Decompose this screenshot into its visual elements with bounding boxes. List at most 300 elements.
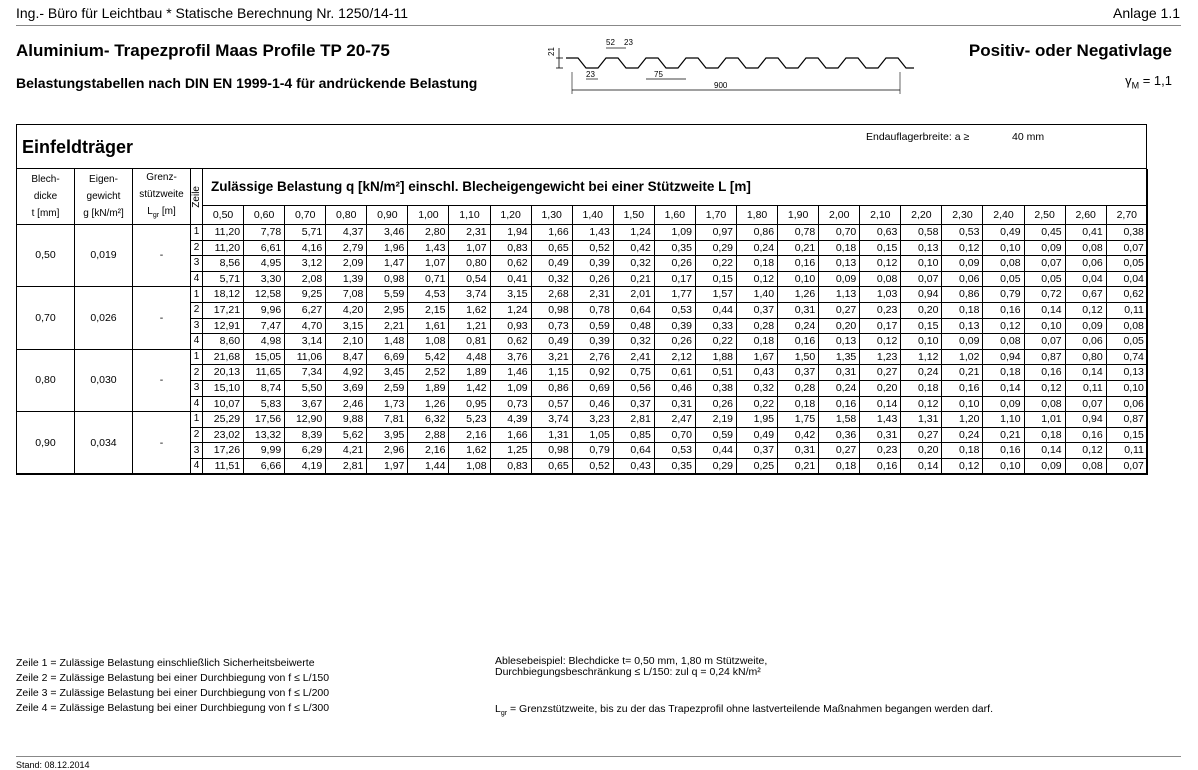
page-subtitle: Belastungstabellen nach DIN EN 1999-1-4 für andrückende Belastung bbox=[16, 75, 478, 91]
load-cell: 2,52 bbox=[408, 365, 449, 381]
load-cell: 4,37 bbox=[326, 225, 367, 241]
row-index-cell: 3 bbox=[191, 318, 203, 334]
load-cell: 0,08 bbox=[1106, 318, 1147, 334]
load-cell: 9,88 bbox=[326, 412, 367, 428]
load-cell: 8,39 bbox=[285, 427, 326, 443]
row-index-cell: 2 bbox=[191, 427, 203, 443]
load-cell: 0,45 bbox=[1024, 225, 1065, 241]
load-cell: 0,23 bbox=[860, 443, 901, 459]
load-cell: 0,49 bbox=[531, 256, 572, 272]
load-cell: 0,78 bbox=[778, 225, 819, 241]
load-cell: 0,08 bbox=[1065, 458, 1106, 474]
end-support-label: Endauflagerbreite: a ≥ bbox=[866, 131, 970, 143]
load-cell: 0,52 bbox=[572, 240, 613, 256]
load-cell: 1,73 bbox=[367, 396, 408, 412]
load-cell: 1,08 bbox=[408, 334, 449, 350]
load-cell: 0,98 bbox=[367, 271, 408, 287]
load-cell: 2,88 bbox=[408, 427, 449, 443]
load-cell: 9,25 bbox=[285, 287, 326, 303]
safety-factor bbox=[1125, 73, 1172, 91]
load-cell: 11,20 bbox=[203, 240, 244, 256]
load-cell: 1,23 bbox=[860, 349, 901, 365]
thickness-cell: 0,70 bbox=[17, 287, 75, 349]
load-cell: 0,73 bbox=[531, 318, 572, 334]
load-cell: 0,09 bbox=[983, 396, 1024, 412]
row-index-cell: 1 bbox=[191, 349, 203, 365]
load-cell: 0,69 bbox=[572, 380, 613, 396]
load-cell: 0,48 bbox=[613, 318, 654, 334]
row-index-label: Zeile bbox=[190, 185, 202, 208]
span-header: 1,60 bbox=[654, 205, 695, 224]
load-cell: 0,70 bbox=[819, 225, 860, 241]
load-cell: 1,57 bbox=[695, 287, 736, 303]
load-cell: 0,57 bbox=[531, 396, 572, 412]
load-cell: 0,29 bbox=[695, 240, 736, 256]
load-cell: 0,16 bbox=[778, 334, 819, 350]
load-cell: 4,53 bbox=[408, 287, 449, 303]
load-cell: 0,18 bbox=[901, 380, 942, 396]
load-cell: 1,75 bbox=[778, 412, 819, 428]
load-cell: 0,18 bbox=[1024, 427, 1065, 443]
load-cell: 5,23 bbox=[449, 412, 490, 428]
load-cell: 0,73 bbox=[490, 396, 531, 412]
load-cell: 0,05 bbox=[1106, 256, 1147, 272]
revision-date: Stand: 08.12.2014 bbox=[16, 760, 90, 770]
load-cell: 0,78 bbox=[572, 302, 613, 318]
lgr-text: = Grenzstützweite, bis zu der das Trapezprofil ohne lastverteilende Maßnahmen begangen werden darf. bbox=[507, 703, 993, 715]
load-cell: 0,14 bbox=[1065, 365, 1106, 381]
load-cell: 2,21 bbox=[367, 318, 408, 334]
load-cell: 0,06 bbox=[1065, 256, 1106, 272]
col-header-limit-span-line-2: stützweite bbox=[139, 189, 184, 200]
load-cell: 2,96 bbox=[367, 443, 408, 459]
row-index-cell: 3 bbox=[191, 256, 203, 272]
load-cell: 1,61 bbox=[408, 318, 449, 334]
load-cell: 0,70 bbox=[654, 427, 695, 443]
load-cell: 0,72 bbox=[1024, 287, 1065, 303]
load-cell: 0,49 bbox=[531, 334, 572, 350]
span-header: 1,70 bbox=[695, 205, 736, 224]
load-cell: 1,62 bbox=[449, 302, 490, 318]
load-cell: 0,20 bbox=[901, 302, 942, 318]
load-cell: 18,12 bbox=[203, 287, 244, 303]
load-cell: 0,10 bbox=[983, 240, 1024, 256]
load-cell: 0,49 bbox=[737, 427, 778, 443]
load-cell: 0,65 bbox=[531, 458, 572, 474]
load-cell: 17,56 bbox=[244, 412, 285, 428]
load-cell: 6,61 bbox=[244, 240, 285, 256]
load-cell: 0,62 bbox=[490, 334, 531, 350]
weight-cell: 0,034 bbox=[75, 412, 133, 474]
load-cell: 21,68 bbox=[203, 349, 244, 365]
load-cell: 2,01 bbox=[613, 287, 654, 303]
dim-pitch: 75 bbox=[654, 70, 663, 79]
load-cell: 5,59 bbox=[367, 287, 408, 303]
reading-example-line-2: Durchbiegungsbeschränkung ≤ L/150: zul q = 0,24 kN/m² bbox=[495, 666, 761, 678]
load-cell: 0,20 bbox=[901, 443, 942, 459]
load-cell: 0,12 bbox=[942, 240, 983, 256]
load-cell: 0,95 bbox=[449, 396, 490, 412]
load-cell: 1,67 bbox=[737, 349, 778, 365]
profile-cross-section-drawing bbox=[547, 36, 926, 98]
span-header: 2,30 bbox=[942, 205, 983, 224]
lgr-sub: gr bbox=[500, 710, 508, 718]
load-cell: 25,29 bbox=[203, 412, 244, 428]
load-cell: 1,48 bbox=[367, 334, 408, 350]
load-cell: 7,78 bbox=[244, 225, 285, 241]
load-cell: 0,24 bbox=[737, 240, 778, 256]
load-cell: 0,11 bbox=[1106, 443, 1147, 459]
span-header: 2,20 bbox=[901, 205, 942, 224]
load-cell: 0,62 bbox=[490, 256, 531, 272]
load-cell: 0,53 bbox=[654, 302, 695, 318]
load-cell: 0,87 bbox=[1024, 349, 1065, 365]
load-cell: 4,20 bbox=[326, 302, 367, 318]
load-cell: 0,35 bbox=[654, 240, 695, 256]
load-cell: 0,07 bbox=[1024, 256, 1065, 272]
load-cell: 0,42 bbox=[613, 240, 654, 256]
load-cell: 0,61 bbox=[654, 365, 695, 381]
lgr-symbol: L bbox=[147, 206, 153, 217]
span-header: 0,70 bbox=[285, 205, 326, 224]
load-cell: 0,05 bbox=[983, 271, 1024, 287]
load-cell: 12,91 bbox=[203, 318, 244, 334]
load-cell: 0,10 bbox=[778, 271, 819, 287]
load-cell: 0,74 bbox=[1106, 349, 1147, 365]
span-header: 2,50 bbox=[1024, 205, 1065, 224]
load-cell: 0,05 bbox=[1024, 271, 1065, 287]
load-cell: 0,32 bbox=[531, 271, 572, 287]
load-cell: 0,04 bbox=[1106, 271, 1147, 287]
load-cell: 0,58 bbox=[901, 225, 942, 241]
load-header-text: Zulässige Belastung q [kN/m²] einschl. Blecheigengewicht bei einer Stützweite L [m] bbox=[211, 179, 751, 195]
gamma-value: = 1,1 bbox=[1139, 73, 1172, 88]
load-cell: 1,66 bbox=[490, 427, 531, 443]
load-cell: 0,13 bbox=[901, 240, 942, 256]
load-cell: 0,26 bbox=[654, 256, 695, 272]
reading-example bbox=[495, 656, 767, 678]
load-cell: 0,23 bbox=[860, 302, 901, 318]
load-cell: 0,09 bbox=[1024, 240, 1065, 256]
load-cell: 1,77 bbox=[654, 287, 695, 303]
load-cell: 6,66 bbox=[244, 458, 285, 474]
load-cell: 1,66 bbox=[531, 225, 572, 241]
lgr-symbol: L bbox=[495, 703, 501, 715]
load-cell: 1,21 bbox=[449, 318, 490, 334]
load-cell: 1,31 bbox=[901, 412, 942, 428]
load-cell: 0,18 bbox=[737, 256, 778, 272]
load-cell: 2,76 bbox=[572, 349, 613, 365]
load-cell: 0,07 bbox=[1024, 334, 1065, 350]
load-cell: 5,71 bbox=[285, 225, 326, 241]
col-header-thickness-line-1: Blech- bbox=[31, 174, 60, 185]
load-cell: 1,07 bbox=[449, 240, 490, 256]
row-index-cell: 3 bbox=[191, 443, 203, 459]
row-legend-1: Zeile 1 = Zulässige Belastung einschließlich Sicherheitsbeiwerte bbox=[16, 657, 315, 669]
span-header: 1,30 bbox=[531, 205, 572, 224]
load-cell: 0,62 bbox=[1106, 287, 1147, 303]
load-cell: 0,31 bbox=[778, 443, 819, 459]
load-cell: 0,22 bbox=[695, 256, 736, 272]
load-cell: 4,48 bbox=[449, 349, 490, 365]
load-cell: 0,12 bbox=[1065, 443, 1106, 459]
load-cell: 0,53 bbox=[942, 225, 983, 241]
load-cell: 0,18 bbox=[778, 396, 819, 412]
limit-span-cell: - bbox=[133, 412, 191, 474]
weight-cell: 0,019 bbox=[75, 225, 133, 287]
load-cell: 0,21 bbox=[778, 240, 819, 256]
load-cell: 0,28 bbox=[778, 380, 819, 396]
load-cell: 11,06 bbox=[285, 349, 326, 365]
row-index-cell: 1 bbox=[191, 287, 203, 303]
row-legend bbox=[16, 656, 329, 716]
load-cell: 0,11 bbox=[1065, 380, 1106, 396]
load-cell: 5,42 bbox=[408, 349, 449, 365]
load-cell: 0,08 bbox=[1065, 240, 1106, 256]
load-cell: 0,14 bbox=[1024, 443, 1065, 459]
row-index-cell: 1 bbox=[191, 225, 203, 241]
load-cell: 0,05 bbox=[1106, 334, 1147, 350]
load-cell: 0,65 bbox=[531, 240, 572, 256]
span-header: 1,80 bbox=[737, 205, 778, 224]
lgr-sub: gr bbox=[152, 212, 160, 219]
table-row bbox=[17, 349, 1148, 365]
load-cell: 0,10 bbox=[942, 396, 983, 412]
lgr-definition bbox=[495, 703, 993, 717]
col-header-weight bbox=[75, 169, 133, 225]
load-cell: 0,75 bbox=[613, 365, 654, 381]
lgr-unit: [m] bbox=[159, 206, 176, 217]
load-cell: 0,98 bbox=[531, 443, 572, 459]
load-cell: 1,09 bbox=[654, 225, 695, 241]
load-cell: 0,94 bbox=[901, 287, 942, 303]
dim-top-width: 52 bbox=[606, 38, 615, 47]
thickness-cell: 0,90 bbox=[17, 412, 75, 474]
load-cell: 5,50 bbox=[285, 380, 326, 396]
load-cell: 20,13 bbox=[203, 365, 244, 381]
load-cell: 2,80 bbox=[408, 225, 449, 241]
load-cell: 0,18 bbox=[737, 334, 778, 350]
row-index-cell: 4 bbox=[191, 458, 203, 474]
load-cell: 6,29 bbox=[285, 443, 326, 459]
load-cell: 0,83 bbox=[490, 458, 531, 474]
load-cell: 8,74 bbox=[244, 380, 285, 396]
load-cell: 0,15 bbox=[1106, 427, 1147, 443]
load-cell: 1,20 bbox=[942, 412, 983, 428]
load-cell: 3,14 bbox=[285, 334, 326, 350]
load-cell: 0,37 bbox=[737, 443, 778, 459]
load-cell: 3,45 bbox=[367, 365, 408, 381]
load-cell: 0,11 bbox=[1106, 302, 1147, 318]
load-cell: 0,08 bbox=[983, 334, 1024, 350]
load-cell: 0,83 bbox=[490, 240, 531, 256]
load-cell: 0,09 bbox=[942, 256, 983, 272]
load-cell: 0,56 bbox=[613, 380, 654, 396]
load-cell: 0,46 bbox=[654, 380, 695, 396]
load-cell: 3,23 bbox=[572, 412, 613, 428]
load-cell: 1,07 bbox=[408, 256, 449, 272]
row-index-cell: 4 bbox=[191, 271, 203, 287]
span-header: 1,00 bbox=[408, 205, 449, 224]
load-cell: 0,53 bbox=[654, 443, 695, 459]
reading-example-line-1: Ablesebeispiel: Blechdicke t= 0,50 mm, 1,80 m Stützweite, bbox=[495, 655, 768, 667]
span-header: 0,50 bbox=[203, 205, 244, 224]
load-cell: 0,28 bbox=[737, 318, 778, 334]
span-header: 1,10 bbox=[449, 205, 490, 224]
load-cell: 1,03 bbox=[860, 287, 901, 303]
load-cell: 0,59 bbox=[572, 318, 613, 334]
load-cell: 0,86 bbox=[737, 225, 778, 241]
load-cell: 0,31 bbox=[860, 427, 901, 443]
load-cell: 0,86 bbox=[942, 287, 983, 303]
load-cell: 1,13 bbox=[819, 287, 860, 303]
load-cell: 9,96 bbox=[244, 302, 285, 318]
load-cell: 1,08 bbox=[449, 458, 490, 474]
load-cell: 0,10 bbox=[1024, 318, 1065, 334]
load-cell: 0,08 bbox=[1024, 396, 1065, 412]
limit-span-cell: - bbox=[133, 225, 191, 287]
col-header-limit-span-line-3 bbox=[133, 203, 190, 224]
load-cell: 0,15 bbox=[860, 240, 901, 256]
load-cell: 0,18 bbox=[819, 458, 860, 474]
load-cell: 6,27 bbox=[285, 302, 326, 318]
load-cell: 0,92 bbox=[572, 365, 613, 381]
load-cell: 17,21 bbox=[203, 302, 244, 318]
load-cell: 0,43 bbox=[737, 365, 778, 381]
load-cell: 0,37 bbox=[737, 302, 778, 318]
load-cell: 4,98 bbox=[244, 334, 285, 350]
load-cell: 5,62 bbox=[326, 427, 367, 443]
load-cell: 0,44 bbox=[695, 443, 736, 459]
load-cell: 0,08 bbox=[983, 256, 1024, 272]
span-header: 2,40 bbox=[983, 205, 1024, 224]
load-cell: 0,13 bbox=[1106, 365, 1147, 381]
load-cell: 11,20 bbox=[203, 225, 244, 241]
load-cell: 0,36 bbox=[819, 427, 860, 443]
load-cell: 0,93 bbox=[490, 318, 531, 334]
load-cell: 3,76 bbox=[490, 349, 531, 365]
load-cell: 0,27 bbox=[860, 365, 901, 381]
load-cell: 0,06 bbox=[1106, 396, 1147, 412]
load-cell: 3,69 bbox=[326, 380, 367, 396]
load-cell: 0,16 bbox=[983, 302, 1024, 318]
load-cell: 0,10 bbox=[901, 256, 942, 272]
weight-cell: 0,026 bbox=[75, 287, 133, 349]
load-cell: 0,20 bbox=[860, 380, 901, 396]
load-cell: 8,47 bbox=[326, 349, 367, 365]
load-cell: 4,19 bbox=[285, 458, 326, 474]
load-cell: 0,43 bbox=[613, 458, 654, 474]
load-cell: 0,42 bbox=[778, 427, 819, 443]
load-cell: 7,34 bbox=[285, 365, 326, 381]
load-cell: 0,07 bbox=[1106, 458, 1147, 474]
load-cell: 0,26 bbox=[654, 334, 695, 350]
load-cell: 0,25 bbox=[737, 458, 778, 474]
load-cell: 15,10 bbox=[203, 380, 244, 396]
col-header-thickness-line-3: t [mm] bbox=[31, 208, 60, 219]
load-cell: 0,12 bbox=[1065, 302, 1106, 318]
load-cell: 0,32 bbox=[613, 334, 654, 350]
load-cell: 1,24 bbox=[613, 225, 654, 241]
load-cell: 23,02 bbox=[203, 427, 244, 443]
load-cell: 0,26 bbox=[695, 396, 736, 412]
row-index-cell: 2 bbox=[191, 365, 203, 381]
load-cell: 0,37 bbox=[778, 365, 819, 381]
limit-span-cell: - bbox=[133, 287, 191, 349]
load-cell: 0,16 bbox=[1024, 365, 1065, 381]
load-cell: 3,74 bbox=[449, 287, 490, 303]
load-cell: 2,16 bbox=[408, 443, 449, 459]
load-cell: 10,07 bbox=[203, 396, 244, 412]
load-cell: 5,71 bbox=[203, 271, 244, 287]
load-cell: 1,94 bbox=[490, 225, 531, 241]
col-header-limit-span bbox=[133, 169, 191, 225]
load-cell: 0,94 bbox=[983, 349, 1024, 365]
load-cell: 1,47 bbox=[367, 256, 408, 272]
load-cell: 1,58 bbox=[819, 412, 860, 428]
load-cell: 0,16 bbox=[1065, 427, 1106, 443]
load-cell: 0,24 bbox=[778, 318, 819, 334]
load-cell: 0,63 bbox=[860, 225, 901, 241]
row-index-cell: 1 bbox=[191, 412, 203, 428]
load-cell: 0,85 bbox=[613, 427, 654, 443]
load-cell: 0,35 bbox=[654, 458, 695, 474]
load-cell: 1,46 bbox=[490, 365, 531, 381]
load-cell: 1,25 bbox=[490, 443, 531, 459]
col-header-weight-line-2: gewicht bbox=[86, 191, 121, 202]
load-cell: 0,27 bbox=[819, 443, 860, 459]
row-index-cell: 4 bbox=[191, 334, 203, 350]
load-cell: 1,05 bbox=[572, 427, 613, 443]
span-header: 1,20 bbox=[490, 205, 531, 224]
load-cell: 3,74 bbox=[531, 412, 572, 428]
load-cell: 0,09 bbox=[1065, 318, 1106, 334]
load-cell: 1,89 bbox=[408, 380, 449, 396]
load-cell: 3,15 bbox=[490, 287, 531, 303]
load-cell: 2,31 bbox=[572, 287, 613, 303]
load-cell: 0,27 bbox=[819, 302, 860, 318]
load-cell: 0,06 bbox=[942, 271, 983, 287]
load-cell: 4,95 bbox=[244, 256, 285, 272]
header-divider bbox=[16, 25, 1181, 26]
load-cell: 0,07 bbox=[1106, 240, 1147, 256]
load-cell: 0,37 bbox=[613, 396, 654, 412]
load-cell: 4,70 bbox=[285, 318, 326, 334]
load-cell: 2,79 bbox=[326, 240, 367, 256]
annex-number: Anlage 1.1 bbox=[1113, 5, 1180, 21]
load-cell: 0,18 bbox=[983, 365, 1024, 381]
load-cell: 0,18 bbox=[942, 302, 983, 318]
load-cell: 1,01 bbox=[1024, 412, 1065, 428]
row-index-cell: 2 bbox=[191, 302, 203, 318]
load-cell: 0,71 bbox=[408, 271, 449, 287]
weight-cell: 0,030 bbox=[75, 349, 133, 411]
load-cell: 1,88 bbox=[695, 349, 736, 365]
load-cell: 2,81 bbox=[613, 412, 654, 428]
load-cell: 0,97 bbox=[695, 225, 736, 241]
load-cell: 4,39 bbox=[490, 412, 531, 428]
load-cell: 1,24 bbox=[490, 302, 531, 318]
document-header-left: Ing.- Büro für Leichtbau * Statische Berechnung Nr. 1250/14-11 bbox=[16, 5, 408, 21]
load-cell: 7,47 bbox=[244, 318, 285, 334]
row-legend-2: Zeile 2 = Zulässige Belastung bei einer Durchbiegung von f ≤ L/150 bbox=[16, 672, 330, 684]
span-header: 1,40 bbox=[572, 205, 613, 224]
load-cell: 9,99 bbox=[244, 443, 285, 459]
load-cell: 0,94 bbox=[1065, 412, 1106, 428]
load-cell: 15,05 bbox=[244, 349, 285, 365]
load-cell: 0,46 bbox=[572, 396, 613, 412]
load-cell: 0,09 bbox=[1024, 458, 1065, 474]
